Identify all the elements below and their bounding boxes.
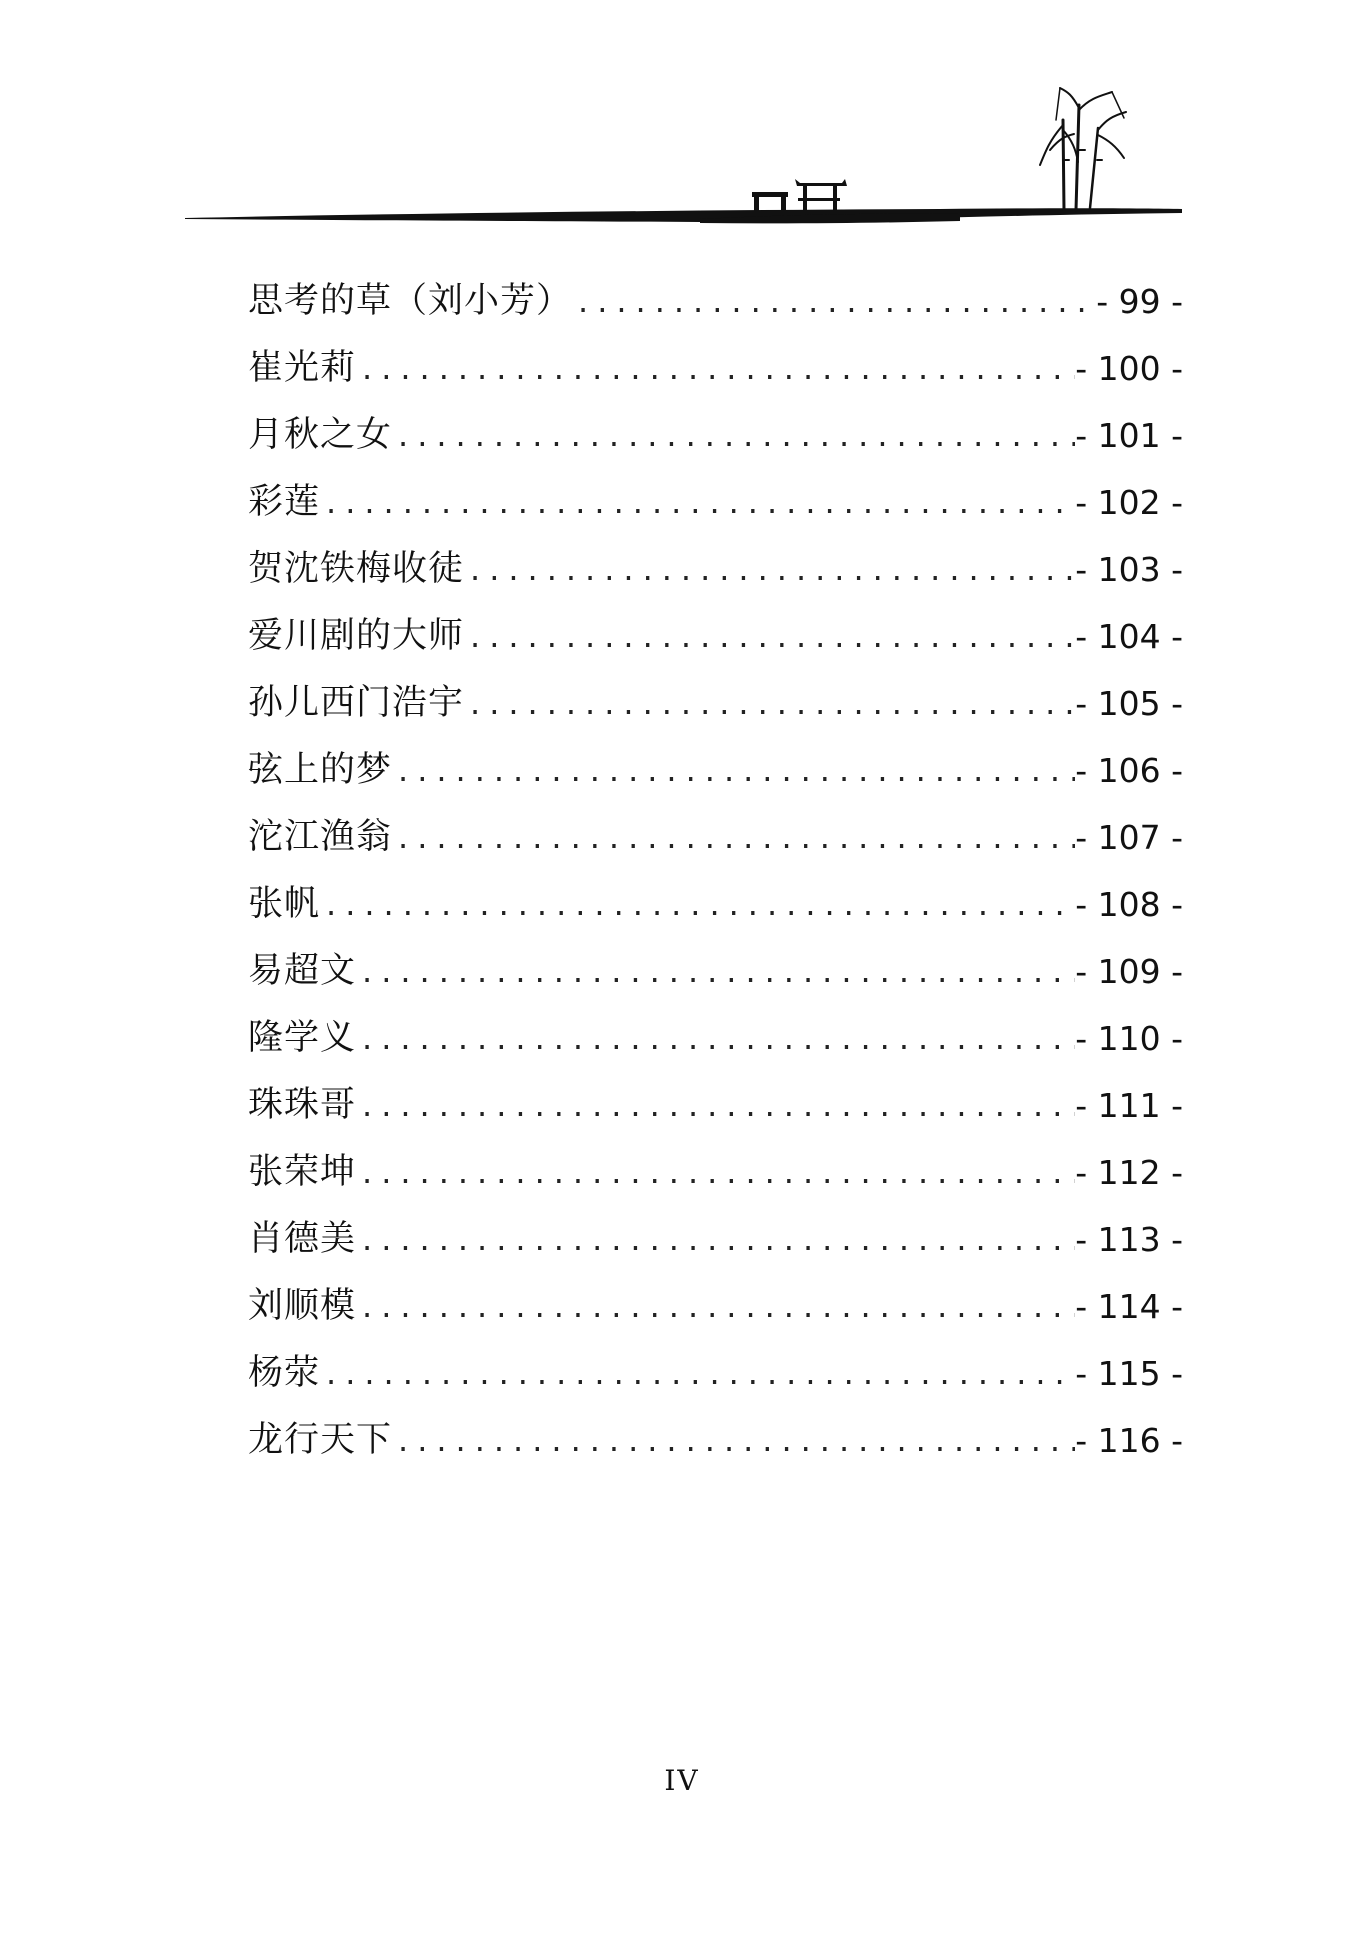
toc-dot-leader	[392, 804, 1075, 871]
toc-entry[interactable]	[248, 804, 1183, 871]
toc-entry-title: 爱川剧的大师	[248, 616, 465, 656]
toc-entry-page: - 101 -	[1075, 416, 1183, 455]
toc-dot-leader	[356, 1072, 1075, 1139]
toc-entry-page: - 100 -	[1075, 349, 1183, 388]
toc-dot-leader	[464, 670, 1075, 737]
toc-entry[interactable]	[248, 402, 1183, 469]
toc-entry[interactable]	[248, 335, 1183, 402]
toc-entry-title: 易超文	[248, 951, 357, 991]
toc-entry[interactable]	[248, 938, 1183, 1005]
toc-entry-page: - 116 -	[1075, 1421, 1183, 1460]
toc-entry-page: - 112 -	[1075, 1153, 1183, 1192]
toc-entry-title: 刘顺模	[248, 1286, 357, 1326]
toc-dot-leader	[392, 737, 1075, 804]
toc-entry-page: - 107 -	[1075, 818, 1183, 857]
toc-dot-leader	[464, 603, 1075, 670]
toc-dot-leader	[356, 1005, 1075, 1072]
toc-dot-leader	[392, 402, 1075, 469]
toc-entry[interactable]	[248, 1072, 1183, 1139]
toc-entry[interactable]	[248, 603, 1183, 670]
toc-entry-page: - 114 -	[1075, 1287, 1183, 1326]
toc-entry-page: - 102 -	[1075, 483, 1183, 522]
toc-entry[interactable]	[248, 1206, 1183, 1273]
toc-entry-page: - 109 -	[1075, 952, 1183, 991]
toc-dot-leader	[356, 1139, 1075, 1206]
toc-entry-page: - 111 -	[1075, 1086, 1183, 1125]
toc-entry[interactable]	[248, 670, 1183, 737]
ink-horizon-line	[185, 208, 1182, 223]
bamboo-icon	[1040, 88, 1126, 210]
toc-entry-title: 珠珠哥	[248, 1085, 357, 1125]
toc-entry-title: 孙儿西门浩宇	[248, 683, 465, 723]
toc-entry-title: 月秋之女	[248, 415, 393, 455]
toc-entry-page: - 108 -	[1075, 885, 1183, 924]
toc-entry-page: - 110 -	[1075, 1019, 1183, 1058]
toc-dot-leader	[356, 335, 1075, 402]
toc-dot-leader	[320, 1340, 1075, 1407]
toc-entry[interactable]	[248, 536, 1183, 603]
toc-entry-title: 张荣坤	[248, 1152, 357, 1192]
toc-entry-page: - 103 -	[1075, 550, 1183, 589]
toc-entry-page: - 99 -	[1096, 282, 1183, 321]
toc-entry-page: - 105 -	[1075, 684, 1183, 723]
toc-dot-leader	[356, 1206, 1075, 1273]
toc-entry[interactable]	[248, 1005, 1183, 1072]
toc-entry[interactable]	[248, 871, 1183, 938]
toc-entry-title: 贺沈铁梅收徒	[248, 549, 465, 589]
toc-entry[interactable]	[248, 1273, 1183, 1340]
toc-entry-title: 沱江渔翁	[248, 817, 393, 857]
toc-entry-title: 崔光莉	[248, 348, 357, 388]
page-number: IV	[664, 1764, 700, 1797]
toc-entry-title: 杨荥	[248, 1353, 321, 1393]
toc-entry-title: 隆学义	[248, 1018, 357, 1058]
toc-dot-leader	[392, 1407, 1075, 1474]
toc-entry-title: 肖德美	[248, 1219, 357, 1259]
toc-entry[interactable]	[248, 1340, 1183, 1407]
toc-entry[interactable]	[248, 1139, 1183, 1206]
toc-dot-leader	[356, 938, 1075, 1005]
table-of-contents	[248, 268, 1183, 1474]
toc-dot-leader	[464, 536, 1075, 603]
toc-entry[interactable]	[248, 268, 1183, 335]
toc-dot-leader	[356, 1273, 1075, 1340]
toc-dot-leader	[572, 268, 1096, 335]
toc-entry-title: 张帆	[248, 884, 321, 924]
toc-dot-leader	[320, 469, 1075, 536]
toc-entry-page: - 104 -	[1075, 617, 1183, 656]
toc-entry-page: - 115 -	[1075, 1354, 1183, 1393]
toc-entry[interactable]	[248, 737, 1183, 804]
toc-entry-title: 龙行天下	[248, 1420, 393, 1460]
toc-entry-page: - 113 -	[1075, 1220, 1183, 1259]
toc-entry[interactable]	[248, 469, 1183, 536]
toc-entry[interactable]	[248, 1407, 1183, 1474]
toc-dot-leader	[320, 871, 1075, 938]
toc-entry-page: - 106 -	[1075, 751, 1183, 790]
toc-entry-title: 彩莲	[248, 482, 321, 522]
toc-entry-title: 弦上的梦	[248, 750, 393, 790]
toc-entry-title: 思考的草（刘小芳）	[248, 281, 573, 321]
pavilion-icon	[752, 179, 847, 213]
header-decoration	[0, 0, 1364, 240]
